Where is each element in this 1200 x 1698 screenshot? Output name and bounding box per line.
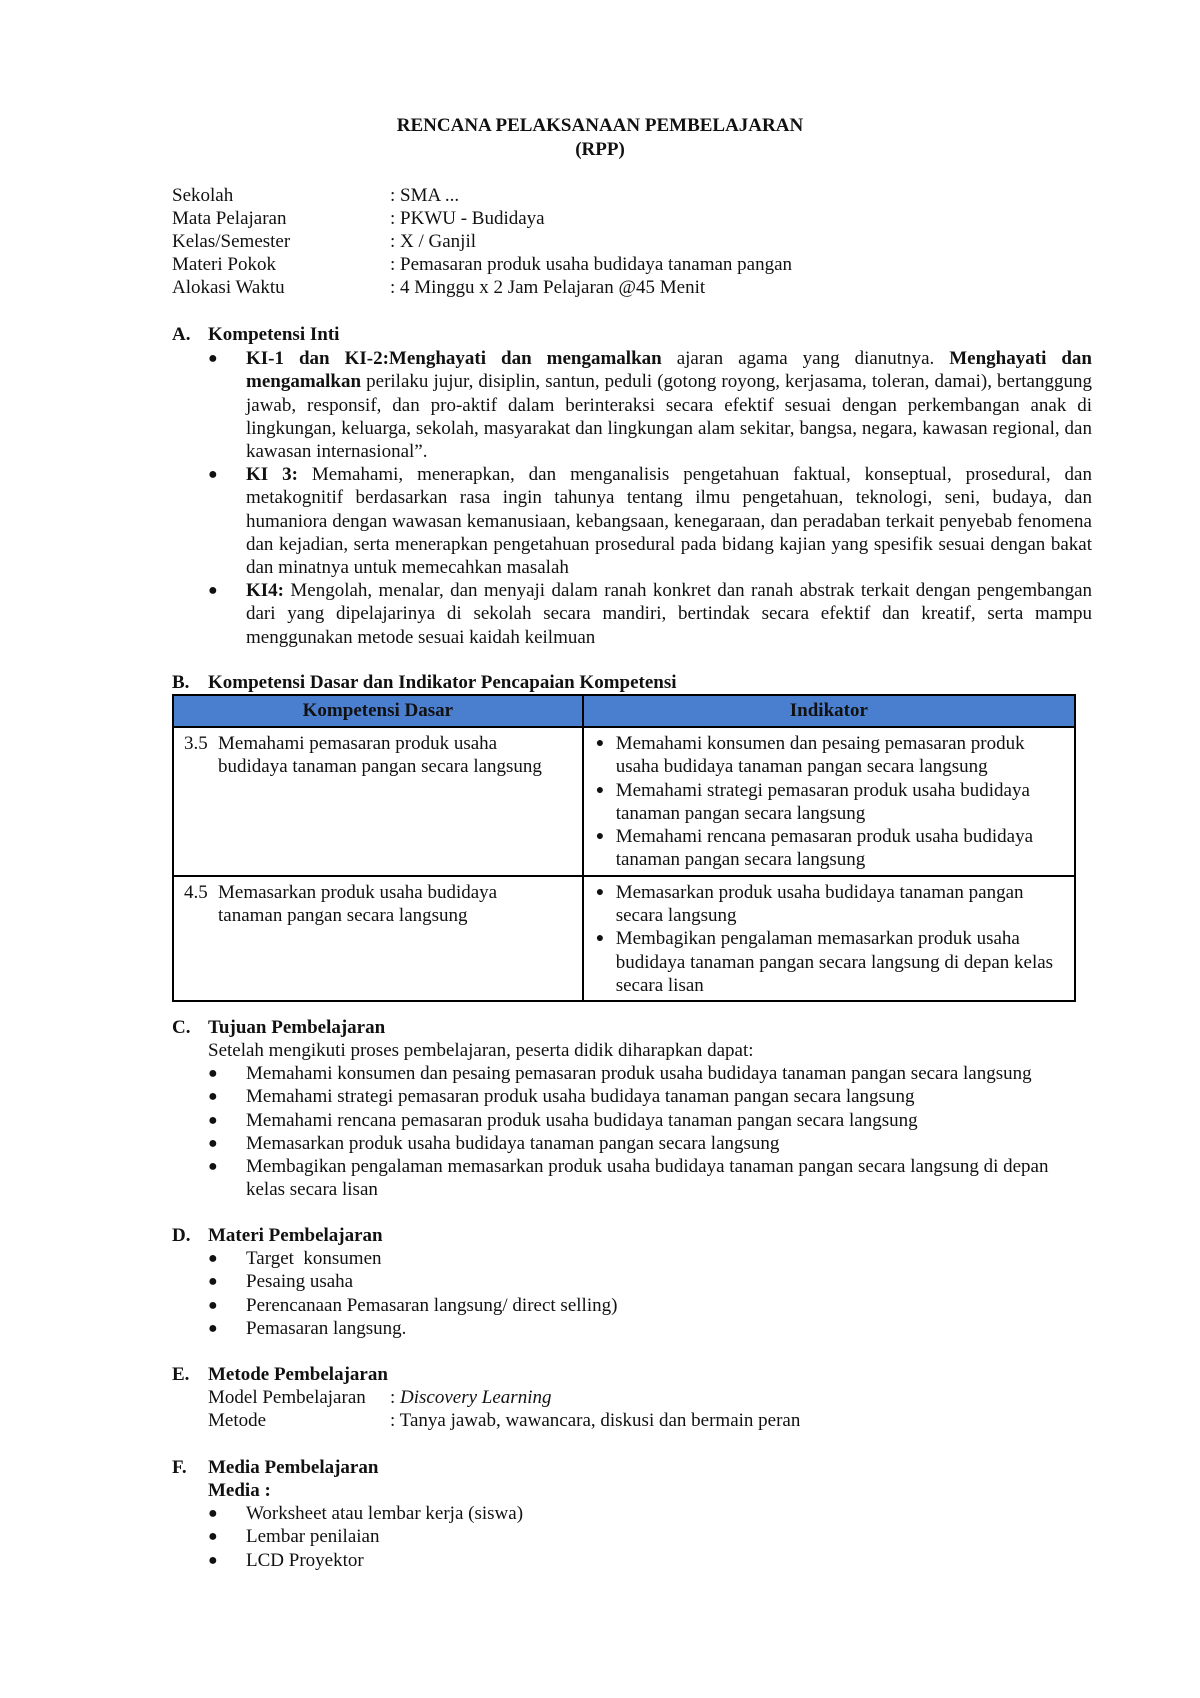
table-header-indikator: Indikator [583, 695, 1075, 727]
bullet-icon: ● [595, 884, 605, 900]
bullet-icon: ● [208, 1134, 218, 1152]
identity-value: : SMA ... [390, 185, 460, 206]
table-row [173, 876, 1075, 1001]
list-item-text: Pesaing usaha [246, 1271, 354, 1293]
list-item-text: Membagikan pengalaman memasarkan produk usaha budidaya tanaman pangan secara langsung di depan kelas secara lisan [246, 1156, 1049, 1201]
identity-label: Alokasi Waktu [172, 277, 285, 298]
table-row [173, 727, 1075, 876]
kompetensi-table [172, 694, 1076, 1002]
list-item [208, 1502, 1088, 1525]
list-item [208, 1247, 1088, 1270]
ki-4-item [208, 579, 1092, 649]
list-item [208, 1525, 1088, 1548]
bullet-icon: ● [595, 736, 605, 751]
kd-cell [173, 876, 583, 1001]
ki-3-item [208, 463, 1092, 579]
indikator-item [594, 881, 1066, 928]
bullet-icon: ● [595, 782, 605, 798]
ki-3-text [246, 463, 1092, 579]
indikator-item [594, 779, 1066, 826]
bullet-icon: ● [595, 931, 605, 947]
indikator-item [594, 825, 1066, 872]
indikator-text: Memahami rencana pemasaran produk usaha budidaya tanaman pangan secara langsung [615, 826, 1034, 871]
identity-label: Mata Pelajaran [172, 208, 287, 229]
indikator-text: Membagikan pengalaman memasarkan produk usaha budidaya tanaman pangan secara langsung di depan kelas secara lisan [615, 928, 1054, 996]
bullet-icon: ● [208, 1551, 218, 1569]
section-e-title: Metode Pembelajaran [208, 1364, 388, 1385]
list-item-text: Perencanaan Pemasaran langsung/ direct selling) [246, 1294, 618, 1316]
model-colon: : [390, 1387, 401, 1408]
table-header-kompetensi-dasar: Kompetensi Dasar [173, 695, 583, 727]
list-item-text: Memahami strategi pemasaran produk usaha budidaya tanaman pangan secara langsung [246, 1086, 915, 1108]
bullet-icon: ● [208, 1158, 218, 1176]
section-d-title: Materi Pembelajaran [208, 1225, 383, 1246]
kd-number: 3.5 [184, 733, 208, 754]
ki-1-2-heading: KI-1 dan KI-2:Menghayati dan mengamalkan [246, 348, 662, 369]
ki-1-2-item [208, 347, 1092, 463]
list-item-text: Worksheet atau lembar kerja (siswa) [246, 1503, 524, 1524]
ki-4-text [246, 579, 1092, 649]
bullet-icon: ● [208, 466, 218, 483]
ki-1-2-part1: ajaran agama yang dianutnya. [661, 348, 950, 369]
tujuan-list [208, 1062, 1088, 1202]
bullet-icon: ● [595, 829, 605, 845]
media-list [208, 1502, 1088, 1572]
bullet-icon: ● [208, 1250, 218, 1267]
bullet-icon: ● [208, 1528, 218, 1546]
indikator-item [594, 927, 1066, 997]
identity-value: : Pemasaran produk usaha budidaya tanaman pangan [390, 254, 793, 275]
table-header-row [173, 695, 1075, 727]
list-item-text: Pemasaran langsung. [246, 1317, 407, 1339]
section-f-letter: F. [172, 1457, 187, 1478]
materi-list [208, 1247, 1088, 1340]
indikator-item [594, 732, 1066, 779]
ki-1-2-text [246, 347, 1092, 463]
identity-value: : 4 Minggu x 2 Jam Pelajaran @45 Menit [390, 277, 706, 298]
section-d-letter: D. [172, 1225, 191, 1246]
list-item [208, 1155, 1088, 1202]
section-a-title: Kompetensi Inti [208, 324, 340, 345]
bullet-icon: ● [208, 1111, 218, 1129]
ki-3-body: Memahami, menerapkan, dan menganalisis pengetahuan faktual, konseptual, prosedural, dan metakognitif berdasarkan rasa ingin tahunya tentang ilmu pengetahuan, teknologi, seni, budaya, dan humaniora dengan wawasan kemanusiaan, kebangsaan, kenegaraan, dan peradaban terkait penyebab fenomena dan kejadian, serta menerapkan pengetahuan prosedural pada bidang kajian yang spesifik sesuai dengan bakat dan minatnya untuk memecahkan masalah [246, 464, 1092, 579]
metode-value: : Tanya jawab, wawancara, diskusi dan bermain peran [390, 1410, 801, 1431]
bullet-icon: ● [208, 1296, 218, 1314]
list-item [208, 1062, 1088, 1085]
metode-label: Metode [208, 1410, 267, 1431]
section-b-title: Kompetensi Dasar dan Indikator Pencapaian Kompetensi [208, 672, 677, 693]
indikator-text: Memasarkan produk usaha budidaya tanaman pangan secara langsung [615, 881, 1024, 927]
document-title: RENCANA PELAKSANAAN PEMBELAJARAN [396, 115, 804, 136]
list-item-text: LCD Proyektor [246, 1549, 364, 1571]
list-item [208, 1085, 1088, 1108]
indikator-cell [583, 876, 1075, 1001]
model-value: Discovery Learning [400, 1387, 552, 1408]
list-item [208, 1109, 1088, 1132]
ki-4-heading: KI4: [246, 580, 284, 601]
section-c-intro: Setelah mengikuti proses pembelajaran, peserta didik diharapkan dapat: [208, 1040, 754, 1061]
list-item-text: Memasarkan produk usaha budidaya tanaman pangan secara langsung [246, 1132, 780, 1154]
list-item [208, 1317, 1088, 1340]
ki-1-2-part2: perilaku jujur, disiplin, santun, peduli (gotong royong, kerjasama, toleran, damai), bertanggung jawab, responsif, dan pro-aktif dalam berinteraksi secara efektif sesuai dengan perkembangan anak di lingkungan, keluarga, sekolah, masyarakat dan lingkungan alam sekitar, bangsa, negara, kawasan regional, dan kawasan internasional”. [246, 371, 1092, 463]
indikator-text: Memahami strategi pemasaran produk usaha budidaya tanaman pangan secara langsung [615, 779, 1030, 824]
section-b-letter: B. [172, 672, 190, 693]
bullet-icon: ● [208, 1273, 218, 1291]
indikator-cell [583, 727, 1075, 876]
list-item-text: Target konsumen [246, 1248, 382, 1269]
list-item-text: Memahami rencana pemasaran produk usaha budidaya tanaman pangan secara langsung [246, 1109, 918, 1131]
bullet-icon: ● [208, 1065, 218, 1082]
model-pembelajaran-value [390, 1386, 551, 1409]
section-f-title: Media Pembelajaran [208, 1457, 379, 1478]
section-a-letter: A. [172, 324, 191, 345]
bullet-icon: ● [208, 350, 218, 367]
identity-value: : X / Ganjil [390, 231, 477, 252]
document-subtitle: (RPP) [575, 139, 625, 160]
identity-value: : PKWU - Budidaya [390, 208, 545, 229]
section-e-letter: E. [172, 1364, 190, 1385]
bullet-icon: ● [208, 582, 218, 599]
list-item [208, 1549, 1088, 1572]
section-c-letter: C. [172, 1017, 191, 1038]
ki-4-body: Mengolah, menalar, dan menyaji dalam ranah konkret dan ranah abstrak terkait dengan pengembangan dari yang dipelajarinya di sekolah secara mandiri, bertindak secara efektif dan kreatif, serta mampu menggunakan metode sesuai kaidah keilmuan [246, 580, 1092, 648]
identity-label: Materi Pokok [172, 254, 276, 275]
identity-label: Kelas/Semester [172, 231, 291, 252]
bullet-icon: ● [208, 1088, 218, 1106]
kd-cell [173, 727, 583, 876]
media-subtitle: Media : [208, 1480, 271, 1501]
list-item [208, 1270, 1088, 1293]
list-item [208, 1132, 1088, 1155]
list-item-text: Lembar penilaian [246, 1526, 380, 1548]
bullet-icon: ● [208, 1319, 218, 1337]
identity-label: Sekolah [172, 185, 234, 206]
kd-number: 4.5 [184, 881, 208, 903]
kd-text: Memasarkan produk usaha budidaya tanaman pangan secara langsung [218, 881, 498, 927]
model-pembelajaran-label: Model Pembelajaran [208, 1387, 366, 1408]
indikator-text: Memahami konsumen dan pesaing pemasaran produk usaha budidaya tanaman pangan secara langsung [615, 733, 1025, 778]
kd-text: Memahami pemasaran produk usaha budidaya tanaman pangan secara langsung [218, 733, 542, 778]
list-item-text: Memahami konsumen dan pesaing pemasaran produk usaha budidaya tanaman pangan secara langsung [246, 1063, 1032, 1084]
section-c-title: Tujuan Pembelajaran [208, 1017, 386, 1038]
list-item [208, 1294, 1088, 1317]
ki-1-2-emphasis: Menghayati dan mengamalkan [246, 348, 1092, 393]
bullet-icon: ● [208, 1505, 218, 1522]
ki-3-heading: KI 3: [246, 464, 298, 485]
